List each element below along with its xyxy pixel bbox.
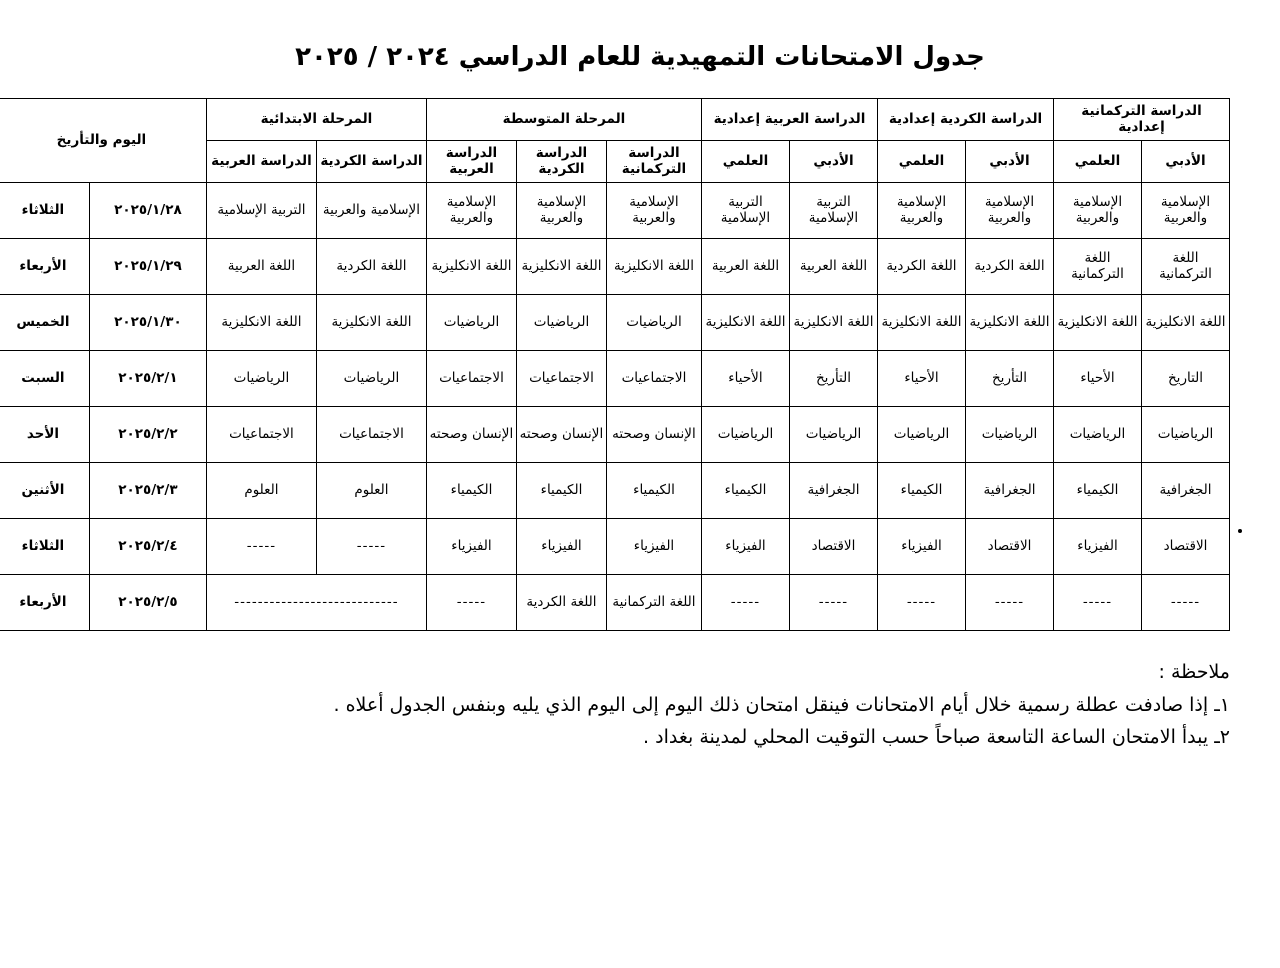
cell-intermediate-kurdish: الكيمياء: [516, 462, 606, 518]
cell-intermediate-turkmen: الإسلامية والعربية: [606, 182, 701, 238]
group-header-primary: المرحلة الابتدائية: [206, 99, 426, 141]
cell-kurdish-prep-scientific: اللغة الكردية: [877, 238, 965, 294]
cell-turkmen-prep-scientific: -----: [1054, 574, 1142, 630]
cell-arabic-prep-scientific: الرياضيات: [701, 406, 789, 462]
cell-primary-arabic: التربية الإسلامية: [206, 182, 316, 238]
sub-header-turkmen-prep-scientific: العلمي: [1054, 140, 1142, 182]
cell-arabic-prep-scientific: الفيزياء: [701, 518, 789, 574]
exam-schedule-table-wrap: [16, 98, 1230, 631]
cell-intermediate-arabic: -----: [426, 574, 516, 630]
cell-turkmen-prep-scientific: الأحياء: [1054, 350, 1142, 406]
table-row: [0, 182, 1230, 238]
group-header-arabic-prep: الدراسة العربية إعدادية: [701, 99, 877, 141]
cell-primary-kurdish: الرياضيات: [316, 350, 426, 406]
table-row: [0, 462, 1230, 518]
cell-intermediate-arabic: اللغة الانكليزية: [426, 238, 516, 294]
table-row: [0, 350, 1230, 406]
cell-intermediate-turkmen: اللغة الانكليزية: [606, 238, 701, 294]
cell-arabic-prep-literary: اللغة الانكليزية: [789, 294, 877, 350]
cell-intermediate-arabic: الإنسان وصحته: [426, 406, 516, 462]
cell-day: الأربعاء: [0, 238, 89, 294]
cell-intermediate-kurdish: الفيزياء: [516, 518, 606, 574]
cell-kurdish-prep-literary: التأريخ: [966, 350, 1054, 406]
cell-intermediate-arabic: الكيمياء: [426, 462, 516, 518]
header-day-date: اليوم والتأريخ: [0, 99, 206, 183]
cell-primary-kurdish: الاجتماعيات: [316, 406, 426, 462]
cell-kurdish-prep-scientific: الإسلامية والعربية: [877, 182, 965, 238]
note-item-1: ١ـ إذا صادفت عطلة رسمية خلال أيام الامتحانات فينقل امتحان ذلك اليوم إلى اليوم الذي يليه وبنفس الجدول أعلاه .: [333, 694, 1230, 717]
cell-turkmen-prep-literary: اللغة الانكليزية: [1142, 294, 1230, 350]
cell-day: الثلاثاء: [0, 518, 89, 574]
exam-schedule-table: [0, 98, 1230, 631]
cell-turkmen-prep-scientific: الفيزياء: [1054, 518, 1142, 574]
cell-intermediate-kurdish: اللغة الكردية: [516, 574, 606, 630]
cell-primary-kurdish: الإسلامية والعربية: [316, 182, 426, 238]
cell-primary-arabic: اللغة العربية: [206, 238, 316, 294]
cell-kurdish-prep-scientific: اللغة الانكليزية: [877, 294, 965, 350]
cell-kurdish-prep-literary: الاقتصاد: [966, 518, 1054, 574]
cell-kurdish-prep-literary: الإسلامية والعربية: [966, 182, 1054, 238]
table-row: [0, 518, 1230, 574]
cell-kurdish-prep-scientific: الأحياء: [877, 350, 965, 406]
cell-kurdish-prep-scientific: الكيمياء: [877, 462, 965, 518]
cell-turkmen-prep-literary: التاريخ: [1142, 350, 1230, 406]
cell-intermediate-turkmen: الفيزياء: [606, 518, 701, 574]
table-row: [0, 406, 1230, 462]
cell-intermediate-kurdish: الإسلامية والعربية: [516, 182, 606, 238]
notes-title: ملاحظة :: [1158, 660, 1230, 683]
sub-header-turkmen-prep-literary: الأدبي: [1142, 140, 1230, 182]
notes-section: [50, 657, 1230, 753]
cell-arabic-prep-scientific: اللغة العربية: [701, 238, 789, 294]
table-row: [0, 238, 1230, 294]
cell-arabic-prep-literary: التأريخ: [789, 350, 877, 406]
cell-primary-kurdish: -----: [316, 518, 426, 574]
cell-day: الخميس: [0, 294, 89, 350]
cell-day: الأربعاء: [0, 574, 89, 630]
cell-turkmen-prep-scientific: الرياضيات: [1054, 406, 1142, 462]
sub-header-primary-kurdish: الدراسة الكردية: [316, 140, 426, 182]
document-page: [0, 42, 1280, 968]
cell-arabic-prep-literary: الاقتصاد: [789, 518, 877, 574]
cell-arabic-prep-scientific: اللغة الانكليزية: [701, 294, 789, 350]
cell-intermediate-kurdish: الإنسان وصحته: [516, 406, 606, 462]
group-header-kurdish-prep: الدراسة الكردية إعدادية: [877, 99, 1053, 141]
cell-arabic-prep-literary: الجغرافية: [789, 462, 877, 518]
cell-turkmen-prep-literary: -----: [1142, 574, 1230, 630]
cell-date: ٢٠٢٥/١/٢٩: [89, 238, 206, 294]
cell-intermediate-arabic: الرياضيات: [426, 294, 516, 350]
cell-turkmen-prep-scientific: اللغة الانكليزية: [1054, 294, 1142, 350]
cell-primary-arabic: الرياضيات: [206, 350, 316, 406]
cell-intermediate-arabic: الفيزياء: [426, 518, 516, 574]
cell-arabic-prep-literary: -----: [789, 574, 877, 630]
cell-turkmen-prep-literary: الإسلامية والعربية: [1142, 182, 1230, 238]
cell-kurdish-prep-literary: الرياضيات: [966, 406, 1054, 462]
sub-header-arabic-prep-literary: الأدبي: [789, 140, 877, 182]
sub-header-intermediate-turkmen: الدراسة التركمانية: [606, 140, 701, 182]
cell-date: ٢٠٢٥/٢/٢: [89, 406, 206, 462]
cell-intermediate-kurdish: الاجتماعيات: [516, 350, 606, 406]
cell-date: ٢٠٢٥/١/٣٠: [89, 294, 206, 350]
table-group-header-row: [0, 99, 1230, 141]
sub-header-kurdish-prep-scientific: العلمي: [877, 140, 965, 182]
group-header-turkmen-prep: الدراسة التركمانية إعدادية: [1054, 99, 1230, 141]
cell-day: الأحد: [0, 406, 89, 462]
cell-arabic-prep-scientific: الكيمياء: [701, 462, 789, 518]
cell-primary-merged: ----------------------------: [206, 574, 426, 630]
cell-turkmen-prep-literary: الرياضيات: [1142, 406, 1230, 462]
cell-date: ٢٠٢٥/٢/٤: [89, 518, 206, 574]
cell-intermediate-turkmen: الإنسان وصحته: [606, 406, 701, 462]
cell-kurdish-prep-scientific: الرياضيات: [877, 406, 965, 462]
cell-turkmen-prep-scientific: الإسلامية والعربية: [1054, 182, 1142, 238]
stray-mark: [1238, 529, 1242, 533]
page-title: جدول الامتحانات التمهيدية للعام الدراسي ٢٠٢٤ / ٢٠٢٥: [295, 42, 985, 72]
sub-header-arabic-prep-scientific: العلمي: [701, 140, 789, 182]
cell-kurdish-prep-literary: -----: [966, 574, 1054, 630]
cell-turkmen-prep-scientific: الكيمياء: [1054, 462, 1142, 518]
cell-primary-kurdish: اللغة الانكليزية: [316, 294, 426, 350]
cell-intermediate-turkmen: الرياضيات: [606, 294, 701, 350]
cell-arabic-prep-scientific: التربية الإسلامية: [701, 182, 789, 238]
sub-header-intermediate-kurdish: الدراسة الكردية: [516, 140, 606, 182]
group-header-intermediate: المرحلة المتوسطة: [426, 99, 701, 141]
table-row: [0, 294, 1230, 350]
cell-arabic-prep-literary: اللغة العربية: [789, 238, 877, 294]
cell-day: الأثنين: [0, 462, 89, 518]
cell-kurdish-prep-literary: الجغرافية: [966, 462, 1054, 518]
sub-header-kurdish-prep-literary: الأدبي: [966, 140, 1054, 182]
cell-primary-kurdish: اللغة الكردية: [316, 238, 426, 294]
cell-arabic-prep-scientific: الأحياء: [701, 350, 789, 406]
cell-intermediate-arabic: الإسلامية والعربية: [426, 182, 516, 238]
cell-primary-arabic: العلوم: [206, 462, 316, 518]
cell-kurdish-prep-scientific: الفيزياء: [877, 518, 965, 574]
table-row: [0, 574, 1230, 630]
cell-primary-arabic: -----: [206, 518, 316, 574]
cell-turkmen-prep-literary: الاقتصاد: [1142, 518, 1230, 574]
cell-arabic-prep-scientific: -----: [701, 574, 789, 630]
cell-date: ٢٠٢٥/٢/١: [89, 350, 206, 406]
cell-kurdish-prep-scientific: -----: [877, 574, 965, 630]
cell-kurdish-prep-literary: اللغة الكردية: [966, 238, 1054, 294]
cell-turkmen-prep-literary: اللغة التركمانية: [1142, 238, 1230, 294]
cell-turkmen-prep-scientific: اللغة التركمانية: [1054, 238, 1142, 294]
cell-arabic-prep-literary: الرياضيات: [789, 406, 877, 462]
cell-turkmen-prep-literary: الجغرافية: [1142, 462, 1230, 518]
cell-date: ٢٠٢٥/٢/٣: [89, 462, 206, 518]
cell-arabic-prep-literary: التربية الإسلامية: [789, 182, 877, 238]
cell-intermediate-arabic: الاجتماعيات: [426, 350, 516, 406]
cell-primary-arabic: الاجتماعيات: [206, 406, 316, 462]
cell-date: ٢٠٢٥/٢/٥: [89, 574, 206, 630]
cell-day: الثلاثاء: [0, 182, 89, 238]
cell-day: السبت: [0, 350, 89, 406]
note-item-2: ٢ـ يبدأ الامتحان الساعة التاسعة صباحاً حسب التوقيت المحلي لمدينة بغداد .: [643, 725, 1230, 748]
cell-intermediate-kurdish: الرياضيات: [516, 294, 606, 350]
sub-header-primary-arabic: الدراسة العربية: [206, 140, 316, 182]
sub-header-intermediate-arabic: الدراسة العربية: [426, 140, 516, 182]
cell-intermediate-kurdish: اللغة الانكليزية: [516, 238, 606, 294]
cell-kurdish-prep-literary: اللغة الانكليزية: [966, 294, 1054, 350]
cell-intermediate-turkmen: الكيمياء: [606, 462, 701, 518]
cell-intermediate-turkmen: اللغة التركمانية: [606, 574, 701, 630]
cell-intermediate-turkmen: الاجتماعيات: [606, 350, 701, 406]
cell-date: ٢٠٢٥/١/٢٨: [89, 182, 206, 238]
cell-primary-kurdish: العلوم: [316, 462, 426, 518]
cell-primary-arabic: اللغة الانكليزية: [206, 294, 316, 350]
